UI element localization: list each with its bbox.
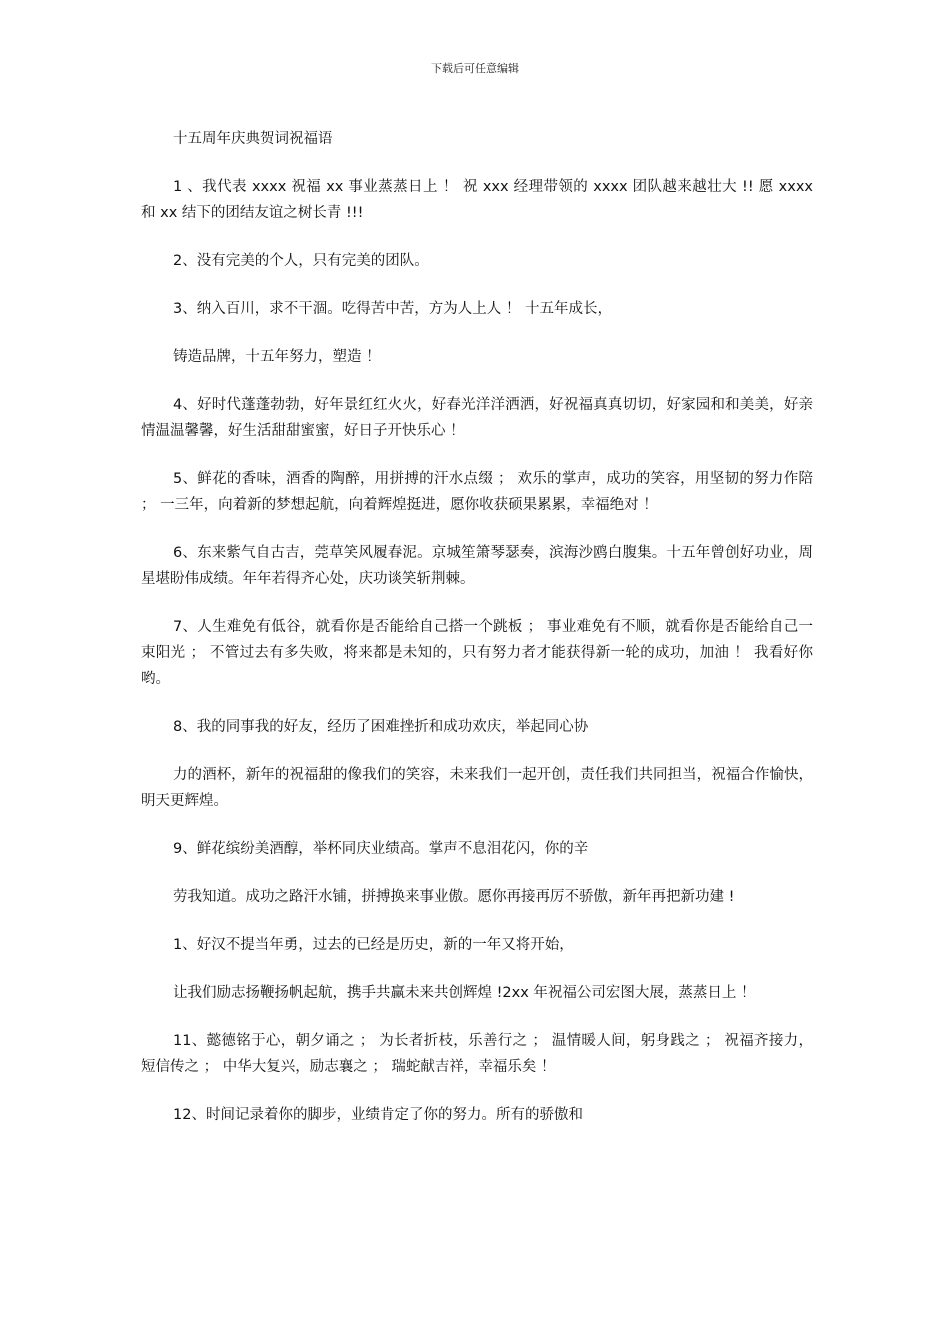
paragraph: 劳我知道。成功之路汗水铺，拼搏换来事业傲。愿你再接再厉不骄傲，新年再把新功建 ! xyxy=(173,889,735,905)
page-header: 下载后可任意编辑 xyxy=(431,62,519,75)
paragraph: 9、鲜花缤纷美酒醇，举杯同庆业绩高。掌声不息泪花闪，你的辛 xyxy=(173,841,589,857)
paragraph: 2、没有完美的个人，只有完美的团队。 xyxy=(173,253,429,269)
paragraph: 3、纳入百川，求不干涸。吃得苦中苦，方为人上人 ！ 十五年成长， xyxy=(173,301,612,317)
paragraph: 12、时间记录着你的脚步，业绩肯定了你的努力。所有的骄傲和 xyxy=(173,1107,583,1123)
document-title: 十五周年庆典贺词祝福语 xyxy=(173,131,333,147)
paragraph: 11、懿德铭于心，朝夕诵之 ； 为长者折枝，乐善行之 ； 温情暖人间，躬身践之 ； 祝福齐接力，短信传之 ； 中华大复兴，励志襄之 ； 瑞蛇献吉祥，幸福乐矣 ！ xyxy=(141,1033,813,1075)
paragraph: 力的酒杯，新年的祝福甜的像我们的笑容，未来我们一起开创，责任我们共同担当，祝福合作愉快，明天更辉煌。 xyxy=(141,767,813,809)
paragraph: 1、好汉不提当年勇，过去的已经是历史，新的一年又将开始， xyxy=(173,937,574,953)
paragraph: 让我们励志扬鞭扬帆起航，携手共赢未来共创辉煌 !2xx 年祝福公司宏图大展，蒸蒸日上 ！ xyxy=(173,985,756,1001)
paragraph: 7、人生难免有低谷，就看你是否能给自己搭一个跳板 ； 事业难免有不顺，就看你是否能给自己一束阳光 ； 不管过去有多失败，将来都是未知的，只有努力者才能获得新一轮的成功，加油 ！ 我看好你哟。 xyxy=(141,619,813,687)
document-body xyxy=(141,174,813,1150)
paragraph: 1 、我代表 xxxx 祝福 xx 事业蒸蒸日上 ！ 祝 xxx 经理带领的 xxxx 团队越来越壮大 !! 愿 xxxx 和 xx 结下的团结友谊之树长青 !!! xyxy=(141,179,813,221)
paragraph: 5、鲜花的香味，酒香的陶醉，用拼搏的汗水点缀 ； 欢乐的掌声，成功的笑容，用坚韧的努力作陪 ； 一三年，向着新的梦想起航，向着辉煌挺进，愿你收获硕果累累，幸福绝对 ！ xyxy=(141,471,813,513)
paragraph: 铸造品牌，十五年努力，塑造 ！ xyxy=(173,349,381,365)
paragraph: 8、我的同事我的好友，经历了困难挫折和成功欢庆，举起同心协 xyxy=(173,719,589,735)
paragraph: 6、东来紫气自古吉，莞草笑风履春泥。京城笙箫琴瑟奏，滨海沙鸥白腹集。十五年曾创好功业，周星堪盼伟成绩。年年若得齐心处，庆功谈笑斩荆棘。 xyxy=(141,545,813,587)
paragraph: 4、好时代蓬蓬勃勃，好年景红红火火，好春光洋洋洒洒，好祝福真真切切，好家园和和美美，好亲情温温馨馨，好生活甜甜蜜蜜，好日子开快乐心 ！ xyxy=(141,397,813,439)
